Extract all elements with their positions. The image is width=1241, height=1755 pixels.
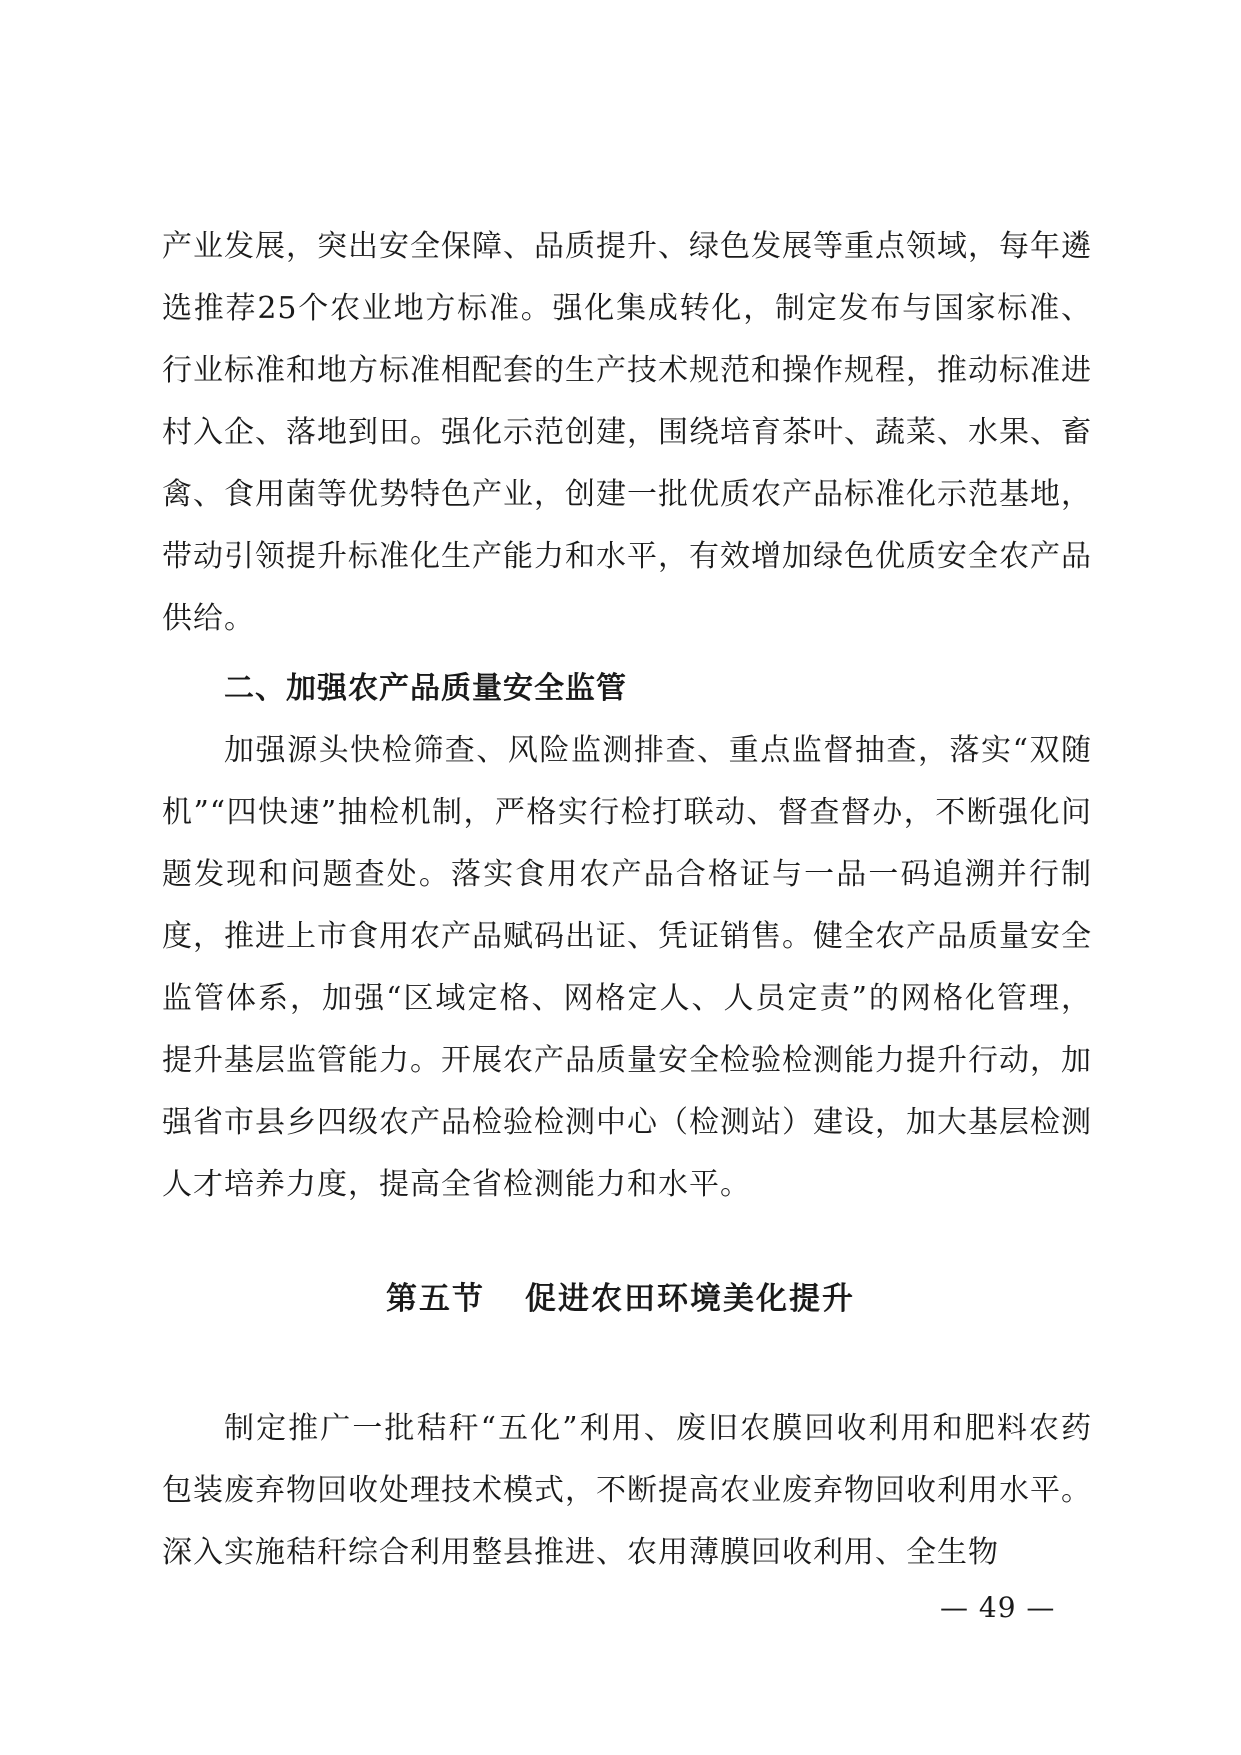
section-title <box>0 1268 1241 1330</box>
body-paragraph: 加强源头快检筛查、风险监测排查、重点监督抽查，落实“双随机”“四快速”抽检机制，严格实行检打联动、督查督办，不断强化问题发现和问题查处。落实食用农产品合格证与一品一码追溯并行制度，推进上市食用农产品赋码出证、凭证销售。健全农产品质量安全监管体系，加强“区域定格、网格定人、人员定责”的网格化管理，提升基层监管能力。开展农产品质量安全检验检测能力提升行动，加强省市县乡四级农产品检验检测中心（检测站）建设，加大基层检测人才培养力度，提高全省检测能力和水平。 <box>162 733 1092 1202</box>
body-paragraph: 产业发展，突出安全保障、品质提升、绿色发展等重点领域，每年遴选推荐25个农业地方标准。强化集成转化，制定发布与国家标准、行业标准和地方标准相配套的生产技术规范和操作规程，推动标准进村入企、落地到田。强化示范创建，围绕培育茶叶、蔬菜、水果、畜禽、食用菌等优势特色产业，创建一批优质农产品标准化示范基地，带动引领提升标准化生产能力和水平，有效增加绿色优质安全农产品供给。 <box>162 229 1092 636</box>
section-number: 第五节 <box>386 1281 485 1317</box>
section-title-text: 促进农田环境美化提升 <box>525 1281 855 1317</box>
body-paragraph: 制定推广一批秸秆“五化”利用、废旧农膜回收利用和肥料农药包装废弃物回收处理技术模式，不断提高农业废弃物回收利用水平。深入实施秸秆综合利用整县推进、农用薄膜回收利用、全生物 <box>162 1411 1092 1570</box>
subsection-heading: 二、加强农产品质量安全监管 <box>224 671 627 706</box>
page-number: — 49 — <box>940 1591 1056 1624</box>
